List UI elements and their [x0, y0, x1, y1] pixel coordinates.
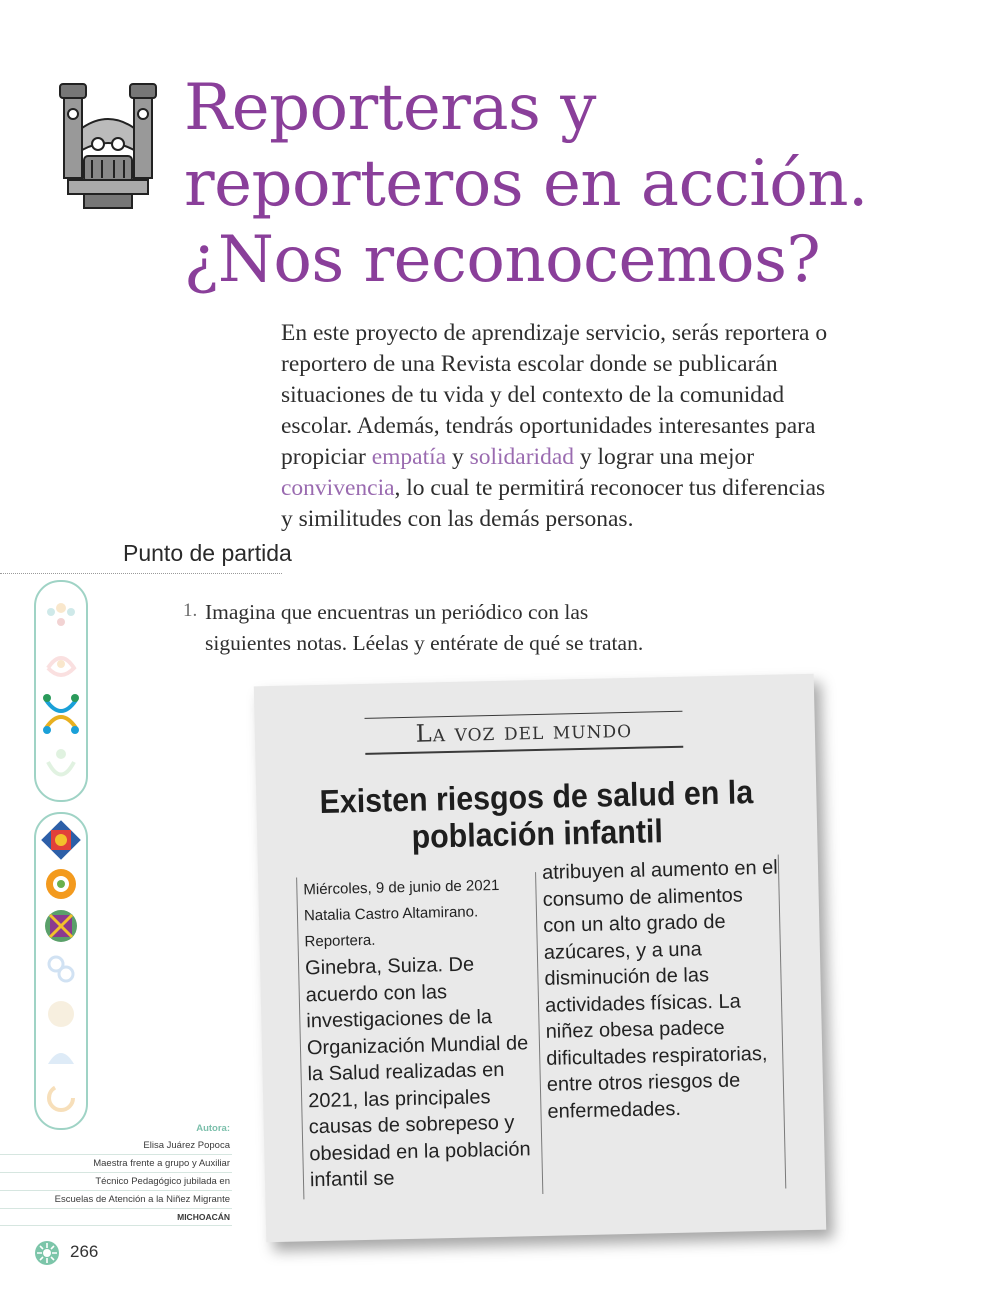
- newspaper-headline: Existen riesgos de salud en la población infantil: [319, 773, 754, 855]
- newspaper-clipping: [254, 674, 826, 1243]
- ring-icon: [46, 869, 76, 899]
- author-role-line-2: Técnico Pedagógico jubilada en: [0, 1173, 232, 1191]
- title-line-3: ¿Nos reconocemos?: [184, 223, 821, 297]
- title-line-1: Reporteras y: [184, 71, 596, 145]
- article-role: Reportera.: [304, 931, 376, 951]
- intro-text: En este proyecto de aprendizaje servicio, serás reportera o reportero de una Revista escolar donde se publicarán situaciones de tu vida y del contexto de la comunidad escolar. Además, tendrás oportunidades interesantes para propiciar: [281, 320, 828, 470]
- section-divider: [0, 573, 282, 574]
- links-icon: [49, 957, 73, 981]
- activity-instruction: Imagina que encuentras un periódico con las siguientes notas. Léelas y entérate de qué se tratan.: [205, 600, 644, 655]
- intro-text: , lo cual te permitirá reconocer tus diferencias y similitudes con las demás personas.: [281, 475, 826, 532]
- star-diamond-icon: [41, 820, 81, 860]
- article-author: Natalia Castro Altamirano.: [303, 903, 479, 925]
- page-title: [184, 70, 964, 298]
- article-body-left: Ginebra, Suiza. De acuerdo con las investigaciones de la Organización Mundial de la Salud realizadas en 2021, las principales causas de sobrepeso y obesidad en la población infantil se: [304, 953, 531, 1192]
- title-line-2: reporteros en acción.: [184, 147, 868, 221]
- figure-icon: [48, 749, 74, 775]
- newspaper-masthead: La voz del mundo: [365, 711, 684, 755]
- article-column-right: [530, 855, 787, 1195]
- author-label: Autora:: [196, 1123, 230, 1134]
- keyword-solidaridad: solidaridad: [469, 444, 575, 470]
- intro-text: y lograr una mejor: [574, 444, 755, 470]
- keyword-empatia: empatía: [371, 444, 447, 470]
- author-state: MICHOACÁN: [0, 1209, 232, 1226]
- side-panel-top-icons: [36, 582, 86, 800]
- square-x-icon: [45, 910, 77, 942]
- article-column-left: [296, 872, 543, 1199]
- newspaper-paper: [254, 674, 826, 1243]
- hand-icon: [48, 1053, 74, 1064]
- side-panel-top: [34, 580, 88, 802]
- codex-glyph-icon: [58, 80, 158, 212]
- spiral-icon: [49, 1086, 73, 1110]
- author-name: Elisa Juárez Popoca: [0, 1137, 232, 1155]
- side-panel-bottom-icons: [36, 814, 86, 1128]
- author-box: [0, 1120, 232, 1226]
- keyword-convivencia: convivencia: [281, 475, 395, 501]
- section-heading: Punto de partida: [123, 540, 292, 566]
- swirl-icon: [48, 658, 74, 675]
- intro-paragraph: [281, 318, 841, 535]
- article-body-right: atribuyen al aumento en el consumo de alimentos con un alto grado de azúcares, y a una disminución de las actividades físicas. La niñez obesa padece dificultades respiratorias, entre otros riesgos de enfermedades.: [541, 856, 778, 1123]
- side-panel-bottom: [34, 812, 88, 1130]
- sun-icon: [34, 1240, 60, 1266]
- leaf-icon: [48, 1001, 74, 1027]
- author-role-line-3: Escuelas de Atención a la Niñez Migrante: [0, 1191, 232, 1209]
- page-number: 266: [70, 1242, 99, 1261]
- intro-text: y: [446, 444, 470, 470]
- author-role-line-1: Maestra frente a grupo y Auxiliar: [0, 1155, 232, 1173]
- flower-icon: [47, 603, 75, 626]
- people-circle-icon: [43, 694, 79, 734]
- article-date: Miércoles, 9 de junio de 2021: [303, 876, 500, 899]
- activity-number: 1.: [183, 600, 198, 621]
